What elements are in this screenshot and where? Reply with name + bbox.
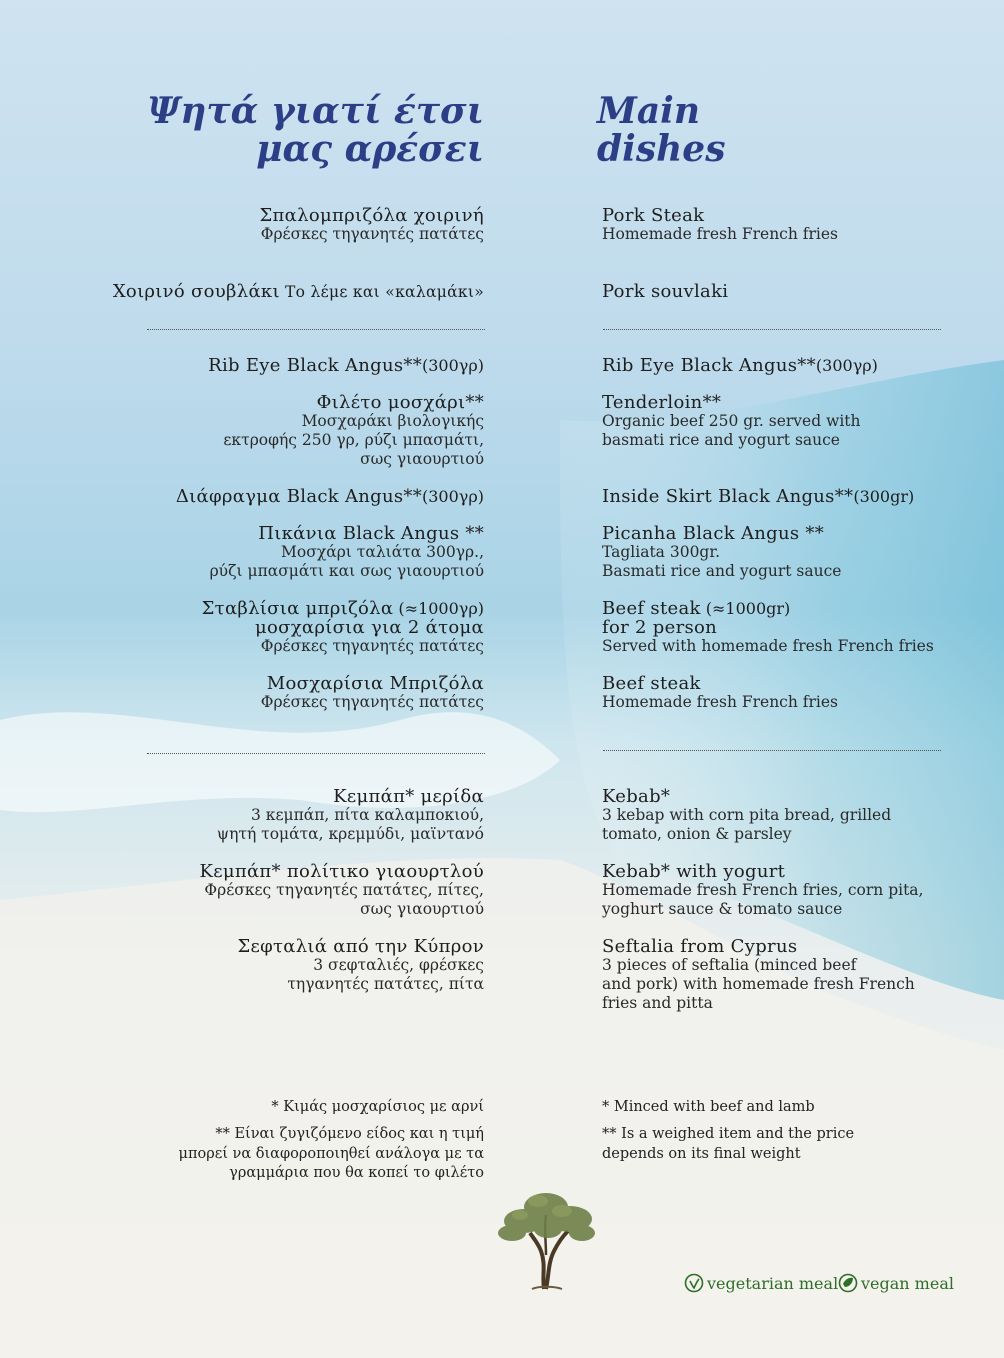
english-item-name: Beef steak bbox=[602, 673, 701, 694]
english-footnote-2: ** Is a weighed item and the price depends on its final weight bbox=[602, 1126, 855, 1162]
greek-item-desc: Φρέσκες τηγανητές πατάτες bbox=[260, 693, 484, 711]
english-item-name: Tenderloin** bbox=[602, 392, 722, 413]
greek-menu-item bbox=[84, 599, 484, 656]
english-menu-item bbox=[602, 524, 1002, 581]
english-item-weight: (300γρ) bbox=[815, 356, 878, 375]
greek-menu-item bbox=[84, 206, 484, 244]
greek-item-weight: (300γρ) bbox=[422, 487, 484, 506]
greek-item-name: Μοσχαρίσια Μπριζόλα bbox=[266, 673, 484, 694]
greek-menu-item bbox=[84, 487, 484, 506]
greek-menu-item bbox=[84, 674, 484, 712]
english-item-name: Seftalia from Cyprus bbox=[602, 936, 798, 957]
greek-menu-item bbox=[84, 524, 484, 581]
greek-item-desc: Φρέσκες τηγανητές πατάτες bbox=[260, 637, 484, 655]
greek-item-desc: 3 κεμπάπ, πίτα καλαμποκιού, ψητή τομάτα, κρεμμύδι, μαϊντανό bbox=[216, 806, 484, 843]
english-item-name: Kebab* bbox=[602, 786, 671, 807]
english-item-name: Beef steak bbox=[602, 598, 701, 619]
greek-item-name-line2: μοσχαρίσια για 2 άτομα bbox=[254, 617, 484, 638]
divider bbox=[603, 750, 941, 751]
greek-item-desc: Μοσχαράκι βιολογικής εκτροφής 250 γρ, ρύζι μπασμάτι, σως γιαουρτιού bbox=[223, 412, 484, 468]
greek-item-desc: 3 σεφταλιές, φρέσκες τηγανητές πατάτες, πίτα bbox=[287, 956, 484, 993]
english-item-weight: (≈1000gr) bbox=[700, 599, 791, 618]
english-item-name: Inside Skirt Black Angus** bbox=[602, 486, 854, 507]
greek-item-name: Χοιρινό σουβλάκι bbox=[112, 281, 280, 302]
english-menu-item bbox=[602, 393, 1002, 450]
greek-menu-item bbox=[84, 393, 484, 469]
vegetarian-label: vegetarian meal bbox=[707, 1273, 839, 1293]
english-item-desc: Homemade fresh French fries, corn pita, yoghurt sauce & tomato sauce bbox=[602, 881, 924, 918]
english-menu-item bbox=[602, 282, 1002, 301]
english-item-name-line2: for 2 person bbox=[602, 617, 718, 638]
english-footnote-1: * Minced with beef and lamb bbox=[602, 1099, 815, 1115]
greek-item-name: Διάφραγμα Black Angus** bbox=[175, 486, 422, 507]
divider bbox=[603, 329, 941, 330]
leaf-icon bbox=[838, 1273, 858, 1293]
divider bbox=[147, 753, 485, 754]
greek-item-desc: Φρέσκες τηγανητές πατάτες, πίτες, σως γιαουρτιού bbox=[204, 881, 484, 918]
vegan-label: vegan meal bbox=[861, 1273, 954, 1293]
greek-footnote-1: * Κιμάς μοσχαρίσιος με αρνί bbox=[271, 1099, 484, 1115]
greek-item-name: Rib Eye Black Angus** bbox=[208, 355, 422, 376]
english-item-weight: (300gr) bbox=[853, 487, 915, 506]
greek-menu-item bbox=[84, 787, 484, 844]
english-menu-item bbox=[602, 487, 1002, 506]
greek-menu-item bbox=[84, 862, 484, 919]
english-item-name: Pork Steak bbox=[602, 205, 705, 226]
divider bbox=[147, 329, 485, 330]
greek-item-name: Σεφταλιά από την Κύπρον bbox=[237, 936, 484, 957]
greek-item-weight: (≈1000γρ) bbox=[393, 599, 484, 618]
english-menu-item bbox=[602, 862, 1002, 919]
english-menu-item bbox=[602, 937, 1002, 1013]
greek-item-name: Φιλέτο μοσχάρι** bbox=[316, 392, 484, 413]
olive-tree-illustration bbox=[494, 1185, 598, 1293]
greek-footnote-2: ** Είναι ζυγιζόμενο είδος και η τιμή μπορεί να διαφοροποιηθεί ανάλογα με τα γραμμάρια που θα κοπεί το φιλέτο bbox=[178, 1126, 484, 1181]
english-item-desc: Homemade fresh French fries bbox=[602, 693, 839, 711]
english-item-desc: 3 kebap with corn pita bread, grilled tomato, onion & parsley bbox=[602, 806, 892, 843]
english-menu-item bbox=[602, 674, 1002, 712]
english-item-name: Pork souvlaki bbox=[602, 281, 729, 302]
vegetarian-legend bbox=[684, 1271, 838, 1295]
english-item-desc: Organic beef 250 gr. served with basmati rice and yogurt sauce bbox=[602, 412, 861, 449]
english-item-desc: Homemade fresh French fries bbox=[602, 225, 839, 243]
english-item-name: Picanha Black Angus ** bbox=[602, 523, 825, 544]
english-item-name: Rib Eye Black Angus** bbox=[602, 355, 816, 376]
greek-menu-item bbox=[84, 282, 484, 302]
greek-item-desc: Μοσχάρι ταλιάτα 300γρ., ρύζι μπασμάτι και σως γιαουρτιού bbox=[209, 543, 484, 580]
greek-item-name: Σταβλίσια μπριζόλα bbox=[201, 598, 394, 619]
greek-title-line1: Ψητά γιατί έτσι bbox=[147, 90, 484, 132]
greek-item-name: Κεμπάπ* μερίδα bbox=[333, 786, 484, 807]
english-item-desc: 3 pieces of seftalia (minced beef and pork) with homemade fresh French fries and pitta bbox=[602, 956, 915, 1012]
english-title-line1: Main bbox=[597, 90, 701, 132]
greek-menu-item bbox=[84, 937, 484, 994]
english-item-desc: Served with homemade fresh French fries bbox=[602, 637, 934, 655]
greek-item-weight: (300γρ) bbox=[422, 356, 484, 375]
english-item-name: Kebab* with yogurt bbox=[602, 861, 786, 882]
greek-item-name: Σπαλομπριζόλα χοιρινή bbox=[259, 205, 484, 226]
leaf-icon bbox=[684, 1273, 704, 1293]
greek-item-name: Κεμπάπ* πολίτικο γιαουρτλού bbox=[199, 861, 484, 882]
english-menu-item bbox=[602, 356, 1002, 375]
greek-menu-item bbox=[84, 356, 484, 375]
greek-title-line2: μας αρέσει bbox=[256, 128, 484, 170]
english-item-desc: Tagliata 300gr. Basmati rice and yogurt sauce bbox=[602, 543, 842, 580]
greek-item-inline-desc: Το λέμε και «καλαμάκι» bbox=[279, 283, 484, 301]
english-menu-item bbox=[602, 787, 1002, 844]
vegan-legend bbox=[838, 1271, 954, 1295]
greek-item-name: Πικάνια Black Angus ** bbox=[258, 523, 484, 544]
english-title-line2: dishes bbox=[597, 128, 726, 170]
greek-item-desc: Φρέσκες τηγανητές πατάτες bbox=[260, 225, 484, 243]
english-menu-item bbox=[602, 599, 1002, 656]
english-menu-item bbox=[602, 206, 1002, 244]
